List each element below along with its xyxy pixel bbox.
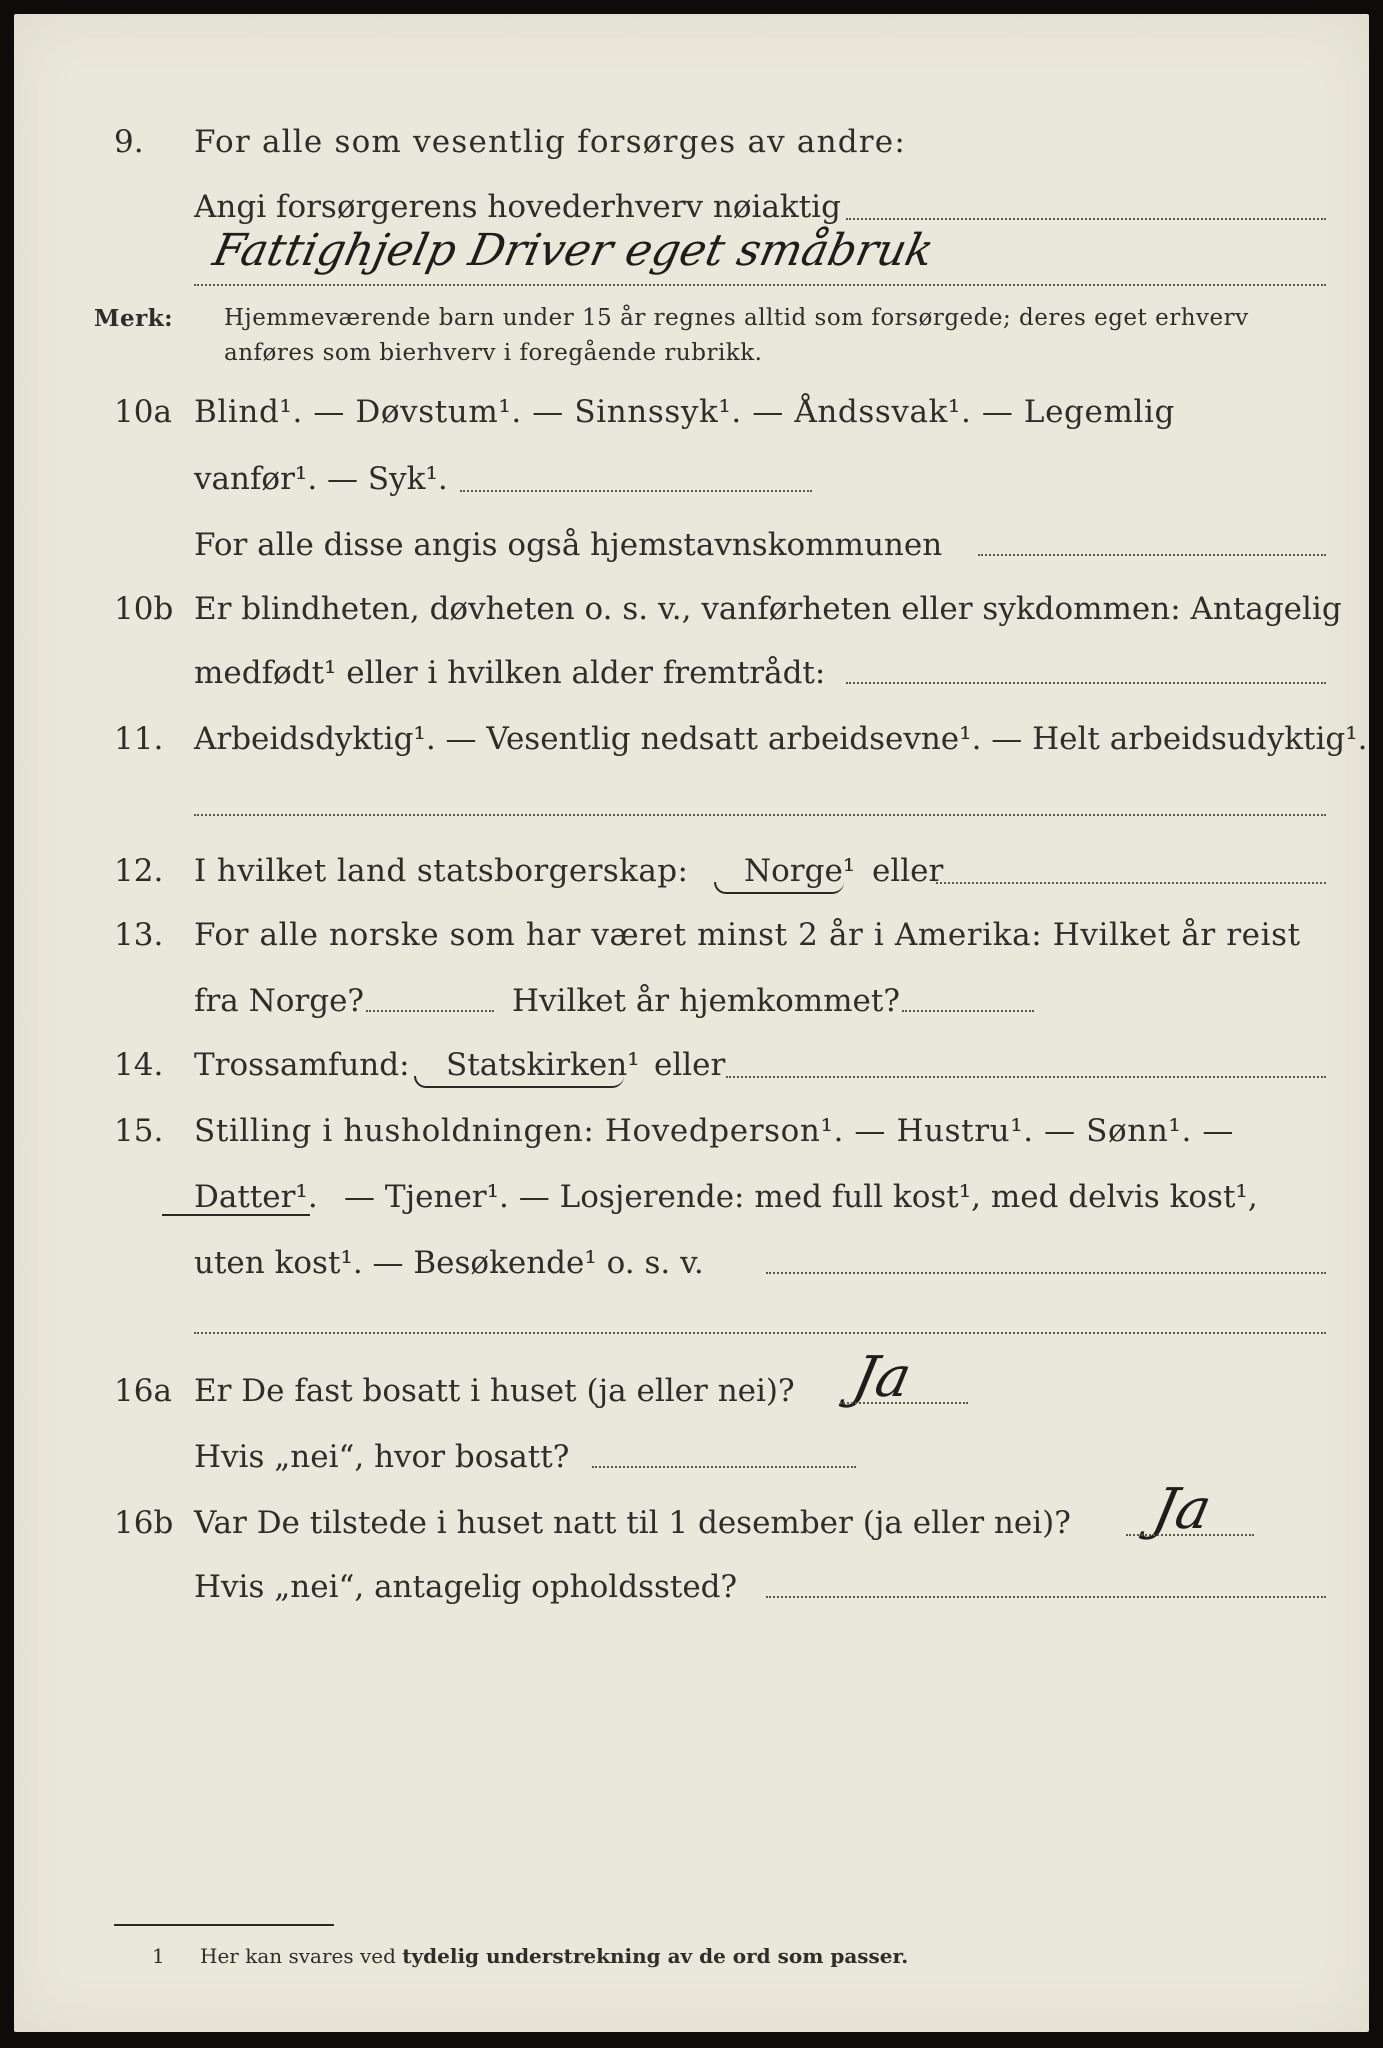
q9-line2: Angi forsørgerens hovederhverv nøiaktig xyxy=(194,189,841,225)
q10b-line2: medfødt¹ eller i hvilken alder fremtrådt: xyxy=(194,655,826,691)
q16a-line2: Hvis „nei“, hvor bosatt? xyxy=(194,1439,570,1475)
q13-line2b: Hvilket år hjemkommet? xyxy=(512,983,900,1019)
q15-line3: uten kost¹. — Besøkende¹ o. s. v. xyxy=(194,1245,704,1281)
q16b-opholdssted-dotted-line xyxy=(766,1596,1326,1598)
q12-prefix: I hvilket land statsborgerskap: xyxy=(194,853,689,889)
q16b-line1: Var De tilstede i huset natt til 1 desember (ja eller nei)? xyxy=(194,1505,1071,1541)
q10b-number: 10b xyxy=(114,591,174,627)
q14-number: 14. xyxy=(114,1047,164,1083)
q9-number: 9. xyxy=(114,124,144,160)
q15-number: 15. xyxy=(114,1113,164,1149)
q9-answer-dotted-line xyxy=(194,284,1326,286)
q16a-line1: Er De fast bosatt i huset (ja eller nei)? xyxy=(194,1373,795,1409)
q15-extra-dotted-line xyxy=(194,1332,1326,1334)
q12-norge: Norge¹ xyxy=(744,853,856,889)
q13-number: 13. xyxy=(114,917,164,953)
q11-dotted-line xyxy=(194,814,1326,816)
q16b-dotted-line xyxy=(1126,1534,1254,1536)
q12-number: 12. xyxy=(114,853,164,889)
q11-number: 11. xyxy=(114,721,164,757)
q10a-line1: Blind¹. — Døvstum¹. — Sinnssyk¹. — Åndssvak¹. — Legemlig xyxy=(194,394,1175,430)
q16a-handwritten-answer: Ja xyxy=(847,1345,917,1410)
footnote-marker: 1 xyxy=(152,1944,165,1968)
q15-line1: Stilling i husholdningen: Hovedperson¹. — Hustru¹. — Sønn¹. — xyxy=(194,1113,1234,1149)
q13-hjem-dotted-line xyxy=(902,1010,1034,1012)
q15-line2: — Tjener¹. — Losjerende: med full kost¹, med delvis kost¹, xyxy=(344,1179,1258,1215)
q15-dotted-line xyxy=(766,1272,1326,1274)
q12-dotted-line xyxy=(936,882,1326,884)
q10b-dotted-line xyxy=(846,682,1326,684)
q10a-kommune-dotted-line xyxy=(978,554,1326,556)
q12-suffix: eller xyxy=(872,853,944,889)
q16b-line2: Hvis „nei“, antagelig opholdssted? xyxy=(194,1569,738,1605)
merk-line2: anføres som bierhverv i foregående rubrikk. xyxy=(224,340,763,366)
q14-statskirken-underline xyxy=(414,1076,624,1088)
q10a-line3: For alle disse angis også hjemstavnskommunen xyxy=(194,527,943,563)
q11-line1: Arbeidsdyktig¹. — Vesentlig nedsatt arbeidsevne¹. — Helt arbeidsudyktig¹. xyxy=(194,721,1368,757)
footnote-text xyxy=(200,1944,908,1968)
q16b-number: 16b xyxy=(114,1505,174,1541)
q14-prefix: Trossamfund: xyxy=(194,1047,410,1083)
q10a-line2: vanfør¹. — Syk¹. xyxy=(194,461,448,497)
q16b-handwritten-answer: Ja xyxy=(1147,1477,1217,1542)
merk-label: Merk: xyxy=(94,305,174,332)
footnote-rule xyxy=(114,1924,334,1926)
q15-datter-underline xyxy=(162,1214,310,1216)
q16a-number: 16a xyxy=(114,1373,172,1409)
q9-dotted-line xyxy=(846,218,1326,220)
footnote-bold: tydelig understrekning av de ord som passer. xyxy=(402,1944,909,1968)
q14-suffix: eller xyxy=(654,1047,726,1083)
merk-line1: Hjemmeværende barn under 15 år regnes alltid som forsørgede; deres eget erhverv xyxy=(224,305,1249,331)
q9-line1: For alle som vesentlig forsørges av andre: xyxy=(194,124,906,160)
footnote-prefix: Her kan svares ved xyxy=(200,1944,396,1968)
q16a-bosatt-dotted-line xyxy=(592,1466,856,1468)
q13-line2a: fra Norge? xyxy=(194,983,365,1019)
q16a-dotted-line xyxy=(840,1402,968,1404)
q15-datter: Datter¹. xyxy=(194,1179,318,1215)
census-form-page xyxy=(14,14,1369,2032)
q14-dotted-line xyxy=(726,1076,1326,1078)
q10a-number: 10a xyxy=(114,394,172,430)
q13-reist-dotted-line xyxy=(366,1010,494,1012)
q10a-syk-dotted-line xyxy=(460,490,812,492)
q13-line1: For alle norske som har været minst 2 år i Amerika: Hvilket år reist xyxy=(194,917,1301,953)
q10b-line1: Er blindheten, døvheten o. s. v., vanførheten eller sykdommen: Antagelig xyxy=(194,591,1342,627)
q12-norge-underline xyxy=(714,882,844,894)
q14-statskirken: Statskirken¹ xyxy=(446,1047,640,1083)
q9-handwritten-answer: Fattighjelp Driver eget småbruk xyxy=(208,225,939,276)
